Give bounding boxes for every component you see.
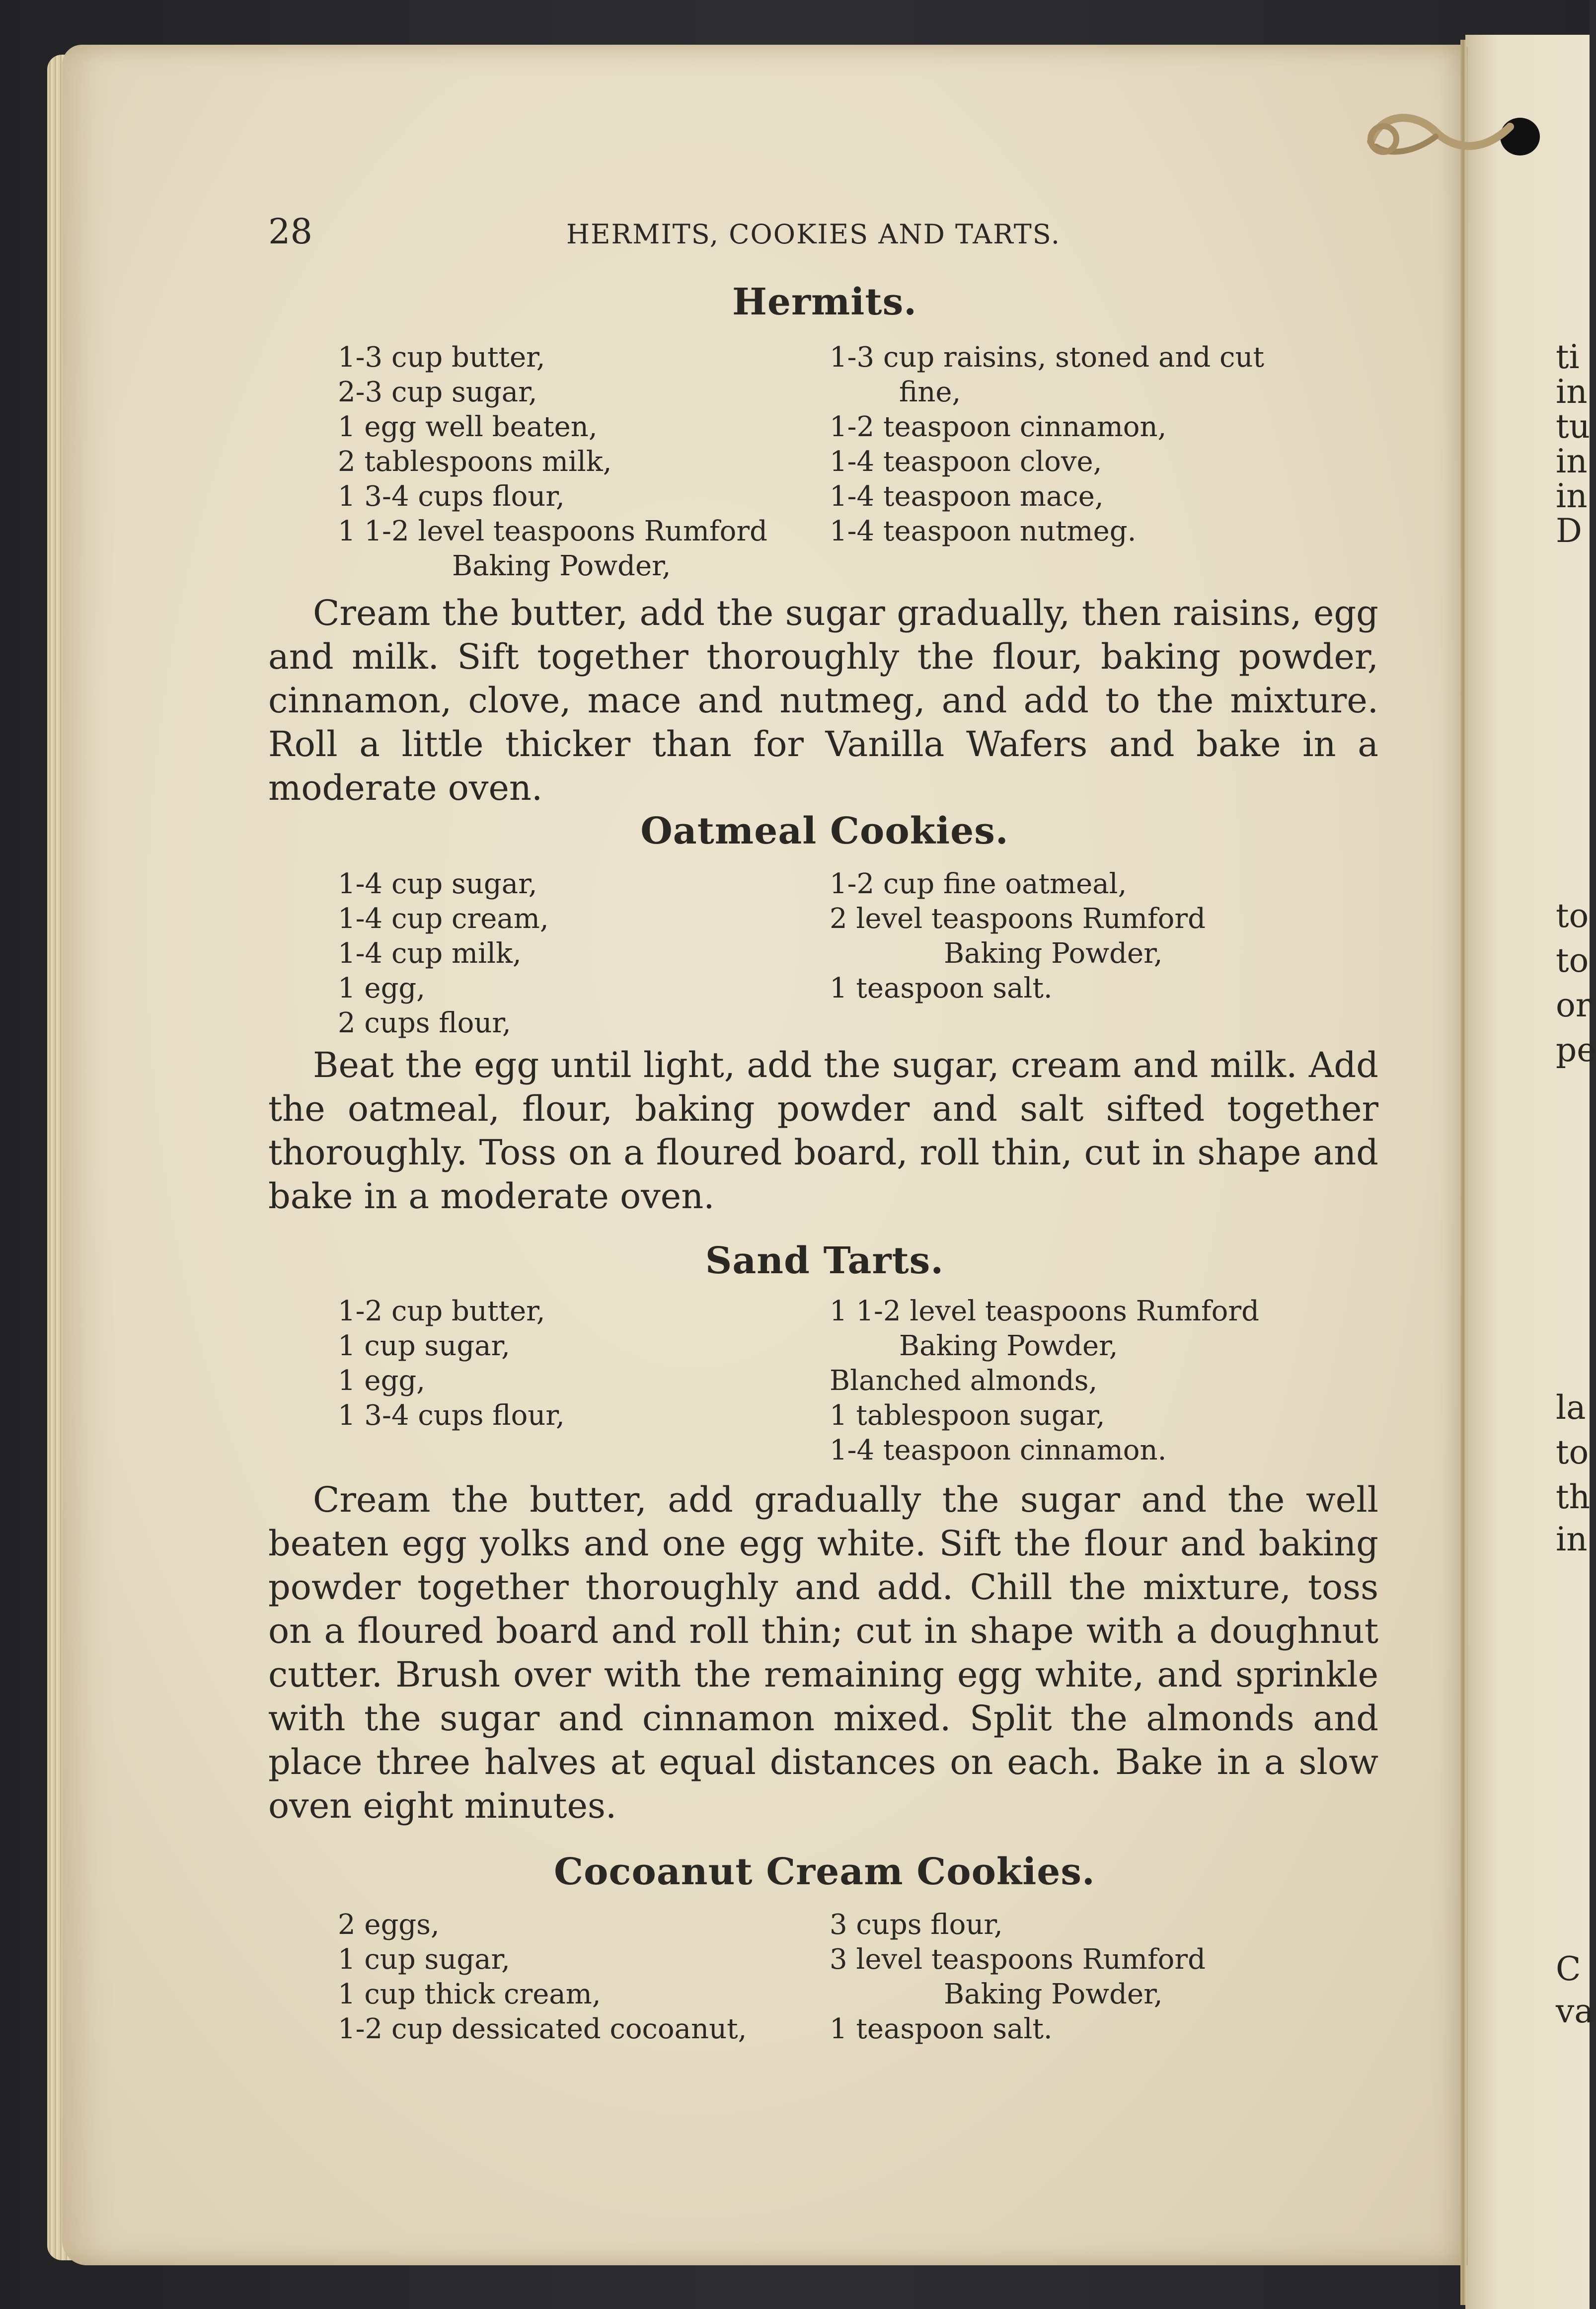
ingredient: 2-3 cup sugar,	[338, 376, 537, 408]
fragment: ti	[1556, 338, 1580, 376]
fragment: tu	[1556, 407, 1591, 446]
method-text: Beat the egg until light, add the sugar, cream and milk. Add the oatmeal, flour, baking powder and salt sifted together thoroughly. Toss on a floured board, roll thin, cut in shape and bake in a moderate oven.	[268, 1045, 1378, 1217]
ingredients-left-sand-tarts	[338, 1294, 565, 1433]
method-text: Cream the butter, add gradually the sugar and the well beaten egg yolks and one egg white. Sift the flour and baking powder together thoroughly and add. Chill the mixture, toss on a floured board and roll thin; cut in shape with a doughnut cutter. Brush over with the remaining egg white, and sprinkle with the sugar and cinnamon mixed. Split the almonds and place three halves at equal distances on each. Bake in a slow oven eight minutes.	[268, 1479, 1378, 1826]
fragment: va	[1556, 1992, 1594, 2030]
ingredient: Baking Powder,	[944, 937, 1163, 970]
ingredient: 2 level teaspoons Rumford	[830, 903, 1206, 935]
page-number: 28	[268, 211, 313, 252]
ingredient: 2 tablespoons milk,	[338, 446, 612, 478]
ingredient: 1 1-2 level teaspoons Rumford	[338, 515, 767, 547]
recipe-title-cocoanut-cream-cookies: Cocoanut Cream Cookies.	[554, 1850, 1095, 1893]
ingredient: 1-4 cup milk,	[338, 937, 522, 970]
ingredient: fine,	[899, 376, 961, 408]
recipe-title-sand-tarts: Sand Tarts.	[705, 1239, 944, 1282]
ingredient: 1-4 cup cream,	[338, 903, 549, 935]
ingredient: Baking Powder,	[944, 1978, 1163, 2010]
method-oatmeal	[268, 1043, 1378, 1218]
ingredients-left-hermits	[338, 340, 767, 584]
ingredient: 1 egg,	[338, 972, 426, 1004]
fragment: C	[1556, 1950, 1581, 1988]
ingredient: 1 3-4 cups flour,	[338, 480, 565, 513]
ingredient: 1 egg,	[338, 1365, 426, 1397]
ingredient: 1 3-4 cups flour,	[338, 1399, 565, 1432]
ingredient: 3 level teaspoons Rumford	[830, 1943, 1206, 1976]
fragment: pe	[1556, 1031, 1596, 1069]
fragment: to	[1556, 941, 1589, 980]
recipe-title-hermits: Hermits.	[732, 281, 917, 323]
ingredient: 1 cup sugar,	[338, 1330, 510, 1362]
ingredient: 1-4 teaspoon cinnamon.	[830, 1434, 1167, 1466]
fragment: to	[1556, 1433, 1589, 1471]
binding-gutter	[1460, 40, 1466, 2305]
method-text: Cream the butter, add the sugar gradually, then raisins, egg and milk. Sift together thoroughly the flour, baking powder, cinnamon, clove, mace and nutmeg, and add to the mixture. Roll a little thicker than for Vanilla Wafers and bake in a moderate oven.	[268, 593, 1378, 808]
fragment: la	[1556, 1388, 1586, 1427]
fragment: in	[1556, 442, 1588, 480]
running-head: HERMITS, COOKIES AND TARTS.	[566, 219, 1061, 250]
ingredient: 1-4 cup sugar,	[338, 868, 537, 900]
ingredient: 1-4 teaspoon mace,	[830, 480, 1104, 513]
fragment: in	[1556, 1520, 1588, 1558]
ingredient: Blanched almonds,	[830, 1365, 1098, 1397]
ingredient: 3 cups flour,	[830, 1909, 1003, 1941]
fragment: to	[1556, 897, 1589, 935]
ingredient: 1-3 cup raisins, stoned and cut	[830, 341, 1265, 374]
ingredient: 1-4 teaspoon clove,	[830, 446, 1102, 478]
ingredient: 1 tablespoon sugar,	[830, 1399, 1105, 1432]
ingredients-left-cocoanut	[338, 1908, 747, 2047]
fragment: in	[1556, 477, 1588, 515]
method-sand-tarts	[268, 1478, 1378, 1828]
ingredient: 1 teaspoon salt.	[830, 972, 1053, 1004]
fragment: D	[1556, 512, 1582, 550]
ingredient: 1 cup sugar,	[338, 1943, 510, 1976]
ingredient: 1 cup thick cream,	[338, 1978, 601, 2010]
ingredient: 2 eggs,	[338, 1909, 440, 1941]
ingredients-right-cocoanut	[830, 1908, 1206, 2047]
ingredient: 1 1-2 level teaspoons Rumford	[830, 1295, 1259, 1327]
ingredients-right-oatmeal	[830, 867, 1206, 1006]
ingredient: 2 cups flour,	[338, 1007, 511, 1039]
fragment: th	[1556, 1478, 1591, 1516]
ingredient: Baking Powder,	[899, 1330, 1118, 1362]
fragment: or	[1556, 986, 1592, 1024]
recipe-title-oatmeal-cookies: Oatmeal Cookies.	[640, 810, 1009, 852]
method-hermits	[268, 591, 1378, 810]
ingredients-right-hermits	[830, 340, 1264, 549]
ingredient: 1-2 cup dessicated cocoanut,	[338, 2013, 747, 2045]
ingredients-left-oatmeal	[338, 867, 549, 1041]
ingredient: 1-2 cup fine oatmeal,	[830, 868, 1127, 900]
ingredient: 1-3 cup butter,	[338, 341, 545, 374]
binding-string-icon	[1361, 107, 1545, 166]
ingredient: 1 teaspoon salt.	[830, 2013, 1053, 2045]
ingredients-right-sand-tarts	[830, 1294, 1259, 1468]
ingredient: 1 egg well beaten,	[338, 411, 598, 443]
ingredient: Baking Powder,	[452, 550, 671, 582]
ingredient: 1-2 teaspoon cinnamon,	[830, 411, 1167, 443]
ingredient: 1-4 teaspoon nutmeg.	[830, 515, 1137, 547]
ingredient: 1-2 cup butter,	[338, 1295, 545, 1327]
fragment: in	[1556, 373, 1588, 411]
